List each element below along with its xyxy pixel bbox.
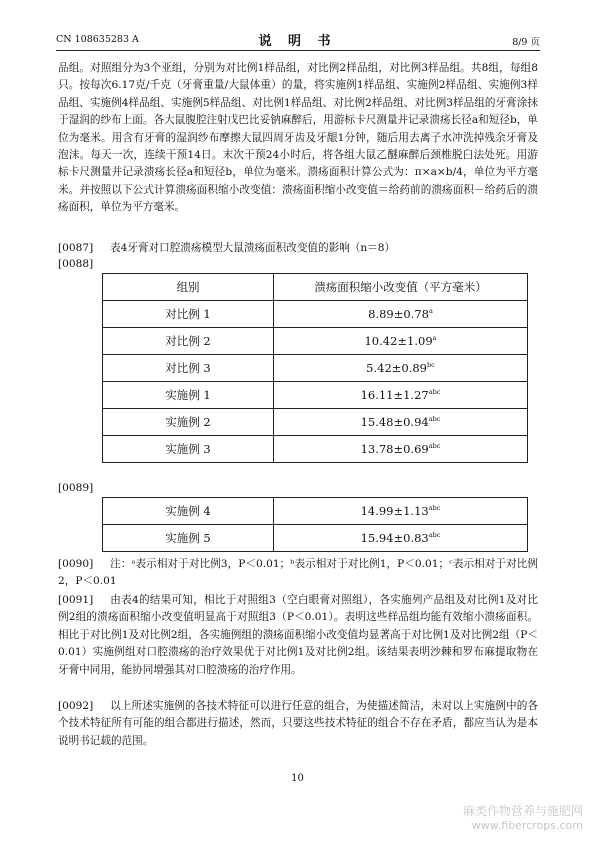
group-cell: 对比例 3: [103, 355, 274, 382]
significance-mark: abc: [428, 415, 441, 424]
group-cell: 实施例 4: [103, 498, 274, 525]
value-cell: 14.99±1.13$^{abc}$: [274, 498, 528, 525]
patent-number: CN 108635283 A: [56, 34, 139, 45]
significance-mark: abc: [428, 388, 441, 397]
table-caption: 表4牙膏对口腔溃疡模型大鼠溃疡面积改变值的影响（n＝8）: [110, 242, 396, 254]
table-row: [103, 301, 528, 328]
results-table-continued: [102, 497, 528, 552]
paragraph-number: [0091]: [58, 594, 94, 606]
table-note: 注：ᵃ表示相对于对比例3，P＜0.01；ᵇ表示相对于对比例1，P＜0.01；ᶜ表示相对于对比例2，P＜0.01: [58, 558, 538, 588]
significance-mark: abc: [428, 504, 441, 513]
significance-mark: abc: [428, 531, 441, 540]
value-cell: 15.48±0.94$^{abc}$: [274, 409, 528, 436]
paragraph-0091: [58, 592, 538, 679]
significance-mark: abc: [428, 442, 441, 451]
page-number: 10: [291, 773, 304, 784]
header-value-cell: 溃疡面积缩小改变值（平方毫米）: [274, 274, 528, 301]
paragraph-number-0088: [0088]: [58, 258, 94, 270]
paragraph-0092: [58, 698, 538, 750]
paragraph-text: 由表4的结果可知，相比于对照组3（空白眼膏对照组），各实施列产品组及对比例1及对比例2组的溃疡面积缩小改变值明显高于对照组3（P＜0.01）。表明这些样品组均能有效缩小溃疡面积。相比于对比例1及对比例2组，各实施例组的溃疡面积缩小改变值均显著高于对比例1及对比例2组（P＜0.01）实施例组对口腔溃疡的治疗效果优于对比例1及对比例2组。该结果表明沙棘和罗布麻提取物在牙膏中同用，能协同增强其对口腔溃疡的治疗作用。: [58, 594, 538, 676]
table-header-row: [103, 274, 528, 301]
watermark-title: 麻类作物营养与施肥网: [462, 804, 583, 818]
significance-mark: a: [428, 307, 433, 316]
intro-paragraph: 品组。对照组分为3个亚组，分别为对比例1样品组，对比例2样品组，对比例3样品组。共8组，每组8只。按每次6.17克/千克（牙膏重量/大鼠体重）的量，将实施例1样品组、实施例2样品组、实施例3样品组、实施例4样品组、实施例5样品组、对比例1样品组、对比例2样品组、对比例3样品组的牙膏涂抹于湿润的纱布上面。各大鼠腹腔注射戊巴比妥钠麻醉后，用游标卡尺测量并记录溃疡长径a和短径b，单位为毫米。用含有牙膏的湿润纱布摩擦大鼠四周牙齿及牙龈1分钟，随后用去离子水冲洗掉残余牙膏及泡沫。每天一次，连续干预14日。末次干预24小时后，将各组大鼠乙醚麻醉后颈椎脱臼法处死。用游标卡尺测量并记录溃疡长径a和短径b，单位为毫米。溃疡面积计算公式为：π×a×b/4，单位为平方毫米。并按照以下公式计算溃疡面积缩小改变值：溃疡面积缩小改变值＝给药前的溃疡面积－给药后的溃疡面积，单位为平方毫米。: [58, 62, 538, 214]
paragraph-number: [0087]: [58, 242, 94, 254]
significance-mark: bc: [427, 361, 435, 370]
value-cell: 5.42±0.89$^{bc}$: [274, 355, 528, 382]
value-cell: 15.94±0.83$^{abc}$: [274, 525, 528, 552]
table-row: [103, 498, 528, 525]
group-cell: 实施例 2: [103, 409, 274, 436]
results-table: [102, 273, 528, 463]
value-cell: 16.11±1.27$^{abc}$: [274, 382, 528, 409]
table-row: [103, 328, 528, 355]
table-row: [103, 525, 528, 552]
group-cell: 实施例 5: [103, 525, 274, 552]
table-row: [103, 382, 528, 409]
value-cell: 13.78±0.69$^{abc}$: [274, 436, 528, 463]
header-rule: [56, 50, 540, 51]
table-row: [103, 355, 528, 382]
paragraph-number: [0090]: [58, 558, 94, 570]
table-row: [103, 409, 528, 436]
paragraph-number: [0092]: [58, 700, 94, 712]
group-cell: 实施例 3: [103, 436, 274, 463]
group-cell: 对比例 1: [103, 301, 274, 328]
value-cell: 10.42±1.09$^a$: [274, 328, 528, 355]
group-cell: 对比例 2: [103, 328, 274, 355]
paragraph-number-0089: [0089]: [58, 482, 94, 494]
paragraph-0090: [58, 556, 538, 591]
value-cell: 8.89±0.78$^a$: [274, 301, 528, 328]
watermark-url: www.fibercrops.com: [471, 819, 583, 832]
paragraph-text: 以上所述实施例的各技术特征可以进行任意的组合，为使描述简洁，未对以上实施例中的各个技术特征所有可能的组合都进行描述，然而，只要这些技术特征的组合不存在矛盾，都应当认为是本说明书记载的范围。: [58, 700, 538, 747]
significance-mark: a: [432, 334, 437, 343]
page-indicator: 8/9 页: [512, 37, 540, 48]
group-cell: 实施例 1: [103, 382, 274, 409]
header-group-cell: 组别: [103, 274, 274, 301]
table-row: [103, 436, 528, 463]
paragraph-0087: [58, 240, 538, 257]
document-title: 说 明 书: [258, 34, 337, 49]
